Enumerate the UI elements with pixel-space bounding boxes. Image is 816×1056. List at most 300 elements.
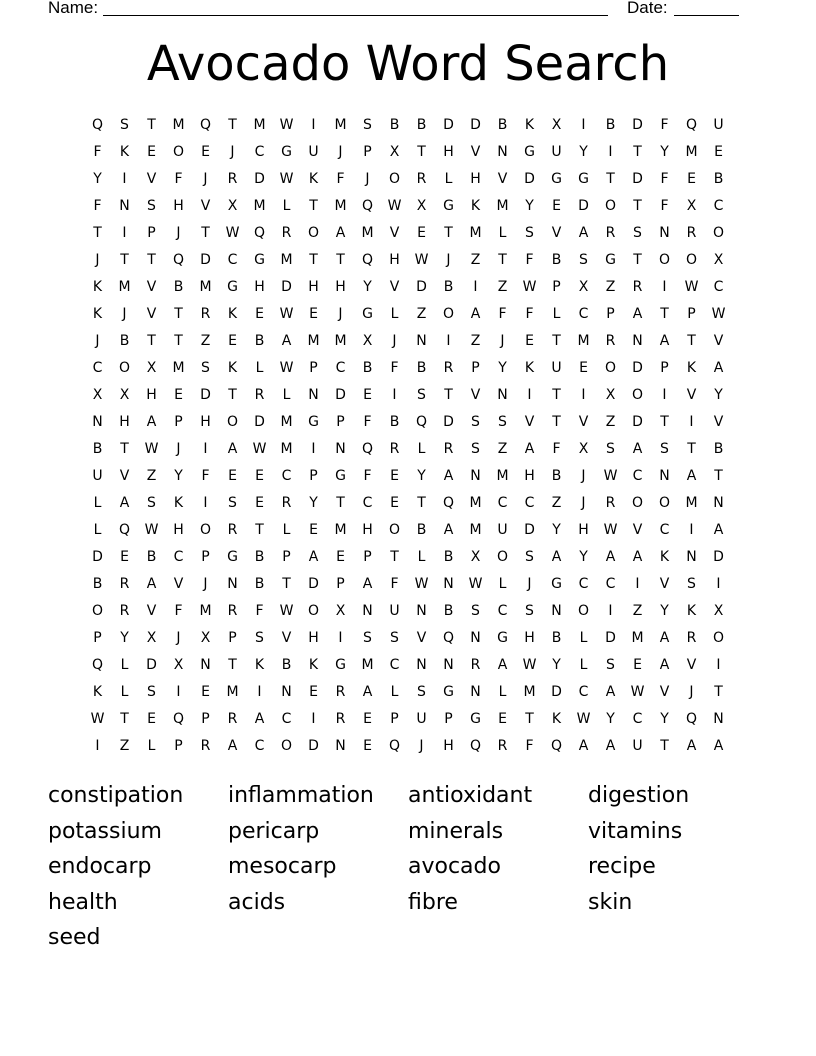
grid-letter[interactable]: D: [605, 630, 616, 646]
grid-letter[interactable]: T: [147, 252, 156, 268]
grid-letter[interactable]: B: [92, 441, 103, 457]
grid-letter[interactable]: L: [390, 684, 399, 700]
grid-letter[interactable]: D: [632, 414, 643, 430]
grid-letter[interactable]: U: [416, 711, 427, 727]
grid-letter[interactable]: O: [685, 252, 698, 268]
grid-letter[interactable]: Z: [470, 333, 481, 349]
grid-letter[interactable]: R: [119, 603, 130, 619]
grid-letter[interactable]: T: [120, 441, 129, 457]
grid-letter[interactable]: E: [552, 198, 561, 214]
grid-letter[interactable]: L: [579, 630, 588, 646]
grid-letter[interactable]: C: [632, 468, 643, 484]
grid-letter[interactable]: G: [443, 198, 454, 214]
grid-letter[interactable]: I: [311, 711, 316, 727]
grid-letter[interactable]: S: [147, 495, 156, 511]
grid-letter[interactable]: V: [200, 198, 211, 214]
grid-letter[interactable]: F: [93, 198, 102, 214]
grid-letter[interactable]: K: [254, 657, 265, 673]
grid-letter[interactable]: C: [92, 360, 103, 376]
grid-letter[interactable]: D: [254, 171, 265, 187]
grid-letter[interactable]: S: [471, 441, 480, 457]
grid-letter[interactable]: G: [497, 630, 508, 646]
grid-letter[interactable]: G: [578, 171, 589, 187]
grid-letter[interactable]: Q: [172, 711, 185, 727]
grid-letter[interactable]: L: [579, 657, 588, 673]
grid-letter[interactable]: Q: [415, 414, 428, 430]
grid-letter[interactable]: J: [581, 495, 586, 511]
grid-letter[interactable]: P: [552, 279, 561, 295]
grid-letter[interactable]: Q: [361, 252, 374, 268]
grid-letter[interactable]: T: [174, 333, 183, 349]
grid-letter[interactable]: L: [282, 198, 291, 214]
grid-letter[interactable]: A: [443, 522, 454, 538]
grid-letter[interactable]: E: [336, 549, 345, 565]
grid-letter[interactable]: V: [659, 684, 670, 700]
grid-letter[interactable]: R: [605, 225, 616, 241]
grid-letter[interactable]: T: [390, 549, 399, 565]
grid-letter[interactable]: M: [469, 225, 482, 241]
grid-letter[interactable]: A: [632, 441, 643, 457]
grid-letter[interactable]: J: [95, 333, 100, 349]
grid-letter[interactable]: K: [92, 684, 103, 700]
grid-letter[interactable]: L: [498, 225, 507, 241]
grid-letter[interactable]: X: [200, 630, 211, 646]
grid-letter[interactable]: S: [606, 441, 615, 457]
grid-letter[interactable]: X: [578, 279, 589, 295]
grid-letter[interactable]: A: [686, 738, 697, 754]
grid-letter[interactable]: Q: [685, 117, 698, 133]
grid-letter[interactable]: S: [471, 603, 480, 619]
grid-letter[interactable]: C: [254, 144, 265, 160]
grid-letter[interactable]: M: [172, 360, 185, 376]
grid-letter[interactable]: R: [227, 711, 238, 727]
grid-letter[interactable]: O: [631, 387, 644, 403]
grid-letter[interactable]: Q: [91, 657, 104, 673]
grid-letter[interactable]: E: [120, 549, 129, 565]
grid-letter[interactable]: T: [606, 171, 615, 187]
grid-letter[interactable]: I: [581, 117, 586, 133]
grid-letter[interactable]: E: [309, 684, 318, 700]
grid-letter[interactable]: F: [525, 738, 534, 754]
grid-letter[interactable]: T: [660, 738, 669, 754]
grid-letter[interactable]: O: [712, 630, 725, 646]
grid-letter[interactable]: H: [173, 522, 184, 538]
grid-letter[interactable]: J: [338, 144, 343, 160]
grid-letter[interactable]: N: [470, 468, 481, 484]
grid-letter[interactable]: N: [659, 468, 670, 484]
grid-letter[interactable]: V: [713, 333, 724, 349]
grid-letter[interactable]: E: [174, 387, 183, 403]
grid-letter[interactable]: X: [335, 603, 346, 619]
grid-letter[interactable]: H: [119, 414, 130, 430]
grid-letter[interactable]: M: [226, 684, 239, 700]
grid-letter[interactable]: U: [389, 603, 400, 619]
grid-letter[interactable]: Z: [146, 468, 157, 484]
grid-letter[interactable]: N: [335, 738, 346, 754]
grid-letter[interactable]: C: [227, 252, 238, 268]
grid-letter[interactable]: N: [443, 657, 454, 673]
grid-letter[interactable]: O: [577, 603, 590, 619]
grid-letter[interactable]: A: [281, 333, 292, 349]
grid-letter[interactable]: C: [713, 279, 724, 295]
grid-letter[interactable]: G: [443, 684, 454, 700]
grid-letter[interactable]: C: [578, 684, 589, 700]
grid-letter[interactable]: Q: [685, 711, 698, 727]
grid-letter[interactable]: A: [227, 738, 238, 754]
grid-letter[interactable]: L: [498, 576, 507, 592]
grid-letter[interactable]: X: [605, 387, 616, 403]
grid-letter[interactable]: T: [444, 225, 453, 241]
grid-letter[interactable]: Q: [118, 522, 131, 538]
grid-letter[interactable]: Z: [497, 279, 508, 295]
grid-letter[interactable]: M: [361, 657, 374, 673]
grid-letter[interactable]: S: [255, 630, 264, 646]
grid-letter[interactable]: C: [713, 198, 724, 214]
grid-letter[interactable]: H: [308, 630, 319, 646]
grid-letter[interactable]: E: [309, 306, 318, 322]
grid-letter[interactable]: K: [308, 171, 319, 187]
grid-letter[interactable]: J: [365, 171, 370, 187]
grid-letter[interactable]: R: [335, 684, 346, 700]
grid-letter[interactable]: P: [282, 549, 291, 565]
grid-letter[interactable]: W: [279, 360, 294, 376]
grid-letter[interactable]: K: [524, 360, 535, 376]
grid-letter[interactable]: C: [389, 657, 400, 673]
grid-letter[interactable]: C: [497, 495, 508, 511]
grid-letter[interactable]: J: [176, 441, 181, 457]
grid-letter[interactable]: N: [416, 333, 427, 349]
grid-letter[interactable]: G: [335, 468, 346, 484]
grid-letter[interactable]: V: [578, 414, 589, 430]
grid-letter[interactable]: T: [309, 252, 318, 268]
grid-letter[interactable]: U: [551, 144, 562, 160]
grid-letter[interactable]: E: [363, 738, 372, 754]
grid-letter[interactable]: J: [230, 144, 235, 160]
grid-letter[interactable]: V: [416, 630, 427, 646]
grid-letter[interactable]: V: [146, 171, 157, 187]
grid-letter[interactable]: W: [414, 576, 429, 592]
grid-letter[interactable]: T: [633, 252, 642, 268]
grid-letter[interactable]: L: [147, 738, 156, 754]
grid-letter[interactable]: P: [687, 306, 696, 322]
grid-letter[interactable]: K: [659, 549, 670, 565]
grid-letter[interactable]: S: [147, 684, 156, 700]
grid-letter[interactable]: N: [470, 630, 481, 646]
grid-letter[interactable]: T: [417, 495, 426, 511]
grid-letter[interactable]: J: [122, 306, 127, 322]
grid-letter[interactable]: I: [203, 441, 208, 457]
grid-letter[interactable]: D: [524, 171, 535, 187]
grid-letter[interactable]: A: [362, 576, 373, 592]
grid-letter[interactable]: T: [309, 198, 318, 214]
grid-letter[interactable]: G: [227, 279, 238, 295]
grid-letter[interactable]: M: [253, 117, 266, 133]
grid-letter[interactable]: M: [334, 522, 347, 538]
grid-letter[interactable]: K: [551, 711, 562, 727]
grid-letter[interactable]: E: [714, 144, 723, 160]
grid-letter[interactable]: N: [335, 441, 346, 457]
grid-letter[interactable]: A: [713, 522, 724, 538]
grid-letter[interactable]: B: [551, 630, 562, 646]
grid-letter[interactable]: U: [92, 468, 103, 484]
grid-letter[interactable]: E: [201, 684, 210, 700]
name-field-line[interactable]: [103, 15, 608, 16]
grid-letter[interactable]: T: [93, 225, 102, 241]
grid-letter[interactable]: W: [522, 279, 537, 295]
grid-letter[interactable]: E: [417, 225, 426, 241]
grid-letter[interactable]: D: [524, 522, 535, 538]
grid-letter[interactable]: R: [281, 495, 292, 511]
grid-letter[interactable]: A: [605, 549, 616, 565]
grid-letter[interactable]: X: [146, 360, 157, 376]
grid-letter[interactable]: T: [498, 252, 507, 268]
grid-letter[interactable]: N: [470, 684, 481, 700]
grid-letter[interactable]: C: [362, 495, 373, 511]
grid-letter[interactable]: Y: [417, 468, 426, 484]
grid-letter[interactable]: G: [335, 657, 346, 673]
grid-letter[interactable]: E: [255, 306, 264, 322]
grid-letter[interactable]: N: [416, 657, 427, 673]
grid-letter[interactable]: I: [689, 522, 694, 538]
grid-letter[interactable]: B: [254, 576, 265, 592]
grid-letter[interactable]: P: [336, 576, 345, 592]
grid-letter[interactable]: R: [470, 657, 481, 673]
grid-letter[interactable]: B: [416, 522, 427, 538]
grid-letter[interactable]: A: [524, 441, 535, 457]
grid-letter[interactable]: A: [659, 333, 670, 349]
grid-letter[interactable]: O: [604, 198, 617, 214]
grid-letter[interactable]: K: [524, 117, 535, 133]
grid-letter[interactable]: L: [282, 522, 291, 538]
grid-letter[interactable]: J: [338, 306, 343, 322]
grid-letter[interactable]: T: [336, 252, 345, 268]
grid-letter[interactable]: P: [201, 549, 210, 565]
grid-letter[interactable]: V: [686, 387, 697, 403]
grid-letter[interactable]: K: [119, 144, 130, 160]
grid-letter[interactable]: L: [93, 495, 102, 511]
grid-letter[interactable]: S: [390, 630, 399, 646]
grid-letter[interactable]: A: [146, 576, 157, 592]
grid-letter[interactable]: H: [362, 522, 373, 538]
grid-letter[interactable]: O: [91, 603, 104, 619]
grid-letter[interactable]: T: [552, 333, 561, 349]
grid-letter[interactable]: B: [713, 171, 724, 187]
grid-letter[interactable]: X: [119, 387, 130, 403]
grid-letter[interactable]: X: [551, 117, 562, 133]
grid-letter[interactable]: Q: [172, 252, 185, 268]
grid-letter[interactable]: Y: [660, 603, 669, 619]
grid-letter[interactable]: D: [308, 576, 319, 592]
grid-letter[interactable]: N: [443, 576, 454, 592]
grid-letter[interactable]: L: [93, 522, 102, 538]
grid-letter[interactable]: B: [713, 441, 724, 457]
grid-letter[interactable]: V: [659, 576, 670, 592]
grid-letter[interactable]: B: [173, 279, 184, 295]
grid-letter[interactable]: F: [174, 603, 183, 619]
grid-letter[interactable]: K: [470, 198, 481, 214]
grid-letter[interactable]: T: [228, 657, 237, 673]
grid-letter[interactable]: D: [632, 171, 643, 187]
grid-letter[interactable]: M: [577, 333, 590, 349]
grid-letter[interactable]: A: [362, 684, 373, 700]
grid-letter[interactable]: O: [604, 360, 617, 376]
grid-letter[interactable]: N: [551, 603, 562, 619]
grid-letter[interactable]: I: [716, 657, 721, 673]
grid-letter[interactable]: O: [388, 171, 401, 187]
grid-letter[interactable]: O: [307, 603, 320, 619]
grid-letter[interactable]: E: [147, 711, 156, 727]
grid-letter[interactable]: X: [713, 603, 724, 619]
grid-letter[interactable]: N: [713, 495, 724, 511]
grid-letter[interactable]: T: [228, 117, 237, 133]
grid-letter[interactable]: E: [201, 144, 210, 160]
grid-letter[interactable]: O: [658, 252, 671, 268]
grid-letter[interactable]: W: [711, 306, 726, 322]
grid-letter[interactable]: P: [228, 630, 237, 646]
grid-letter[interactable]: W: [279, 306, 294, 322]
grid-letter[interactable]: F: [174, 171, 183, 187]
grid-letter[interactable]: K: [227, 306, 238, 322]
grid-letter[interactable]: W: [468, 576, 483, 592]
grid-letter[interactable]: C: [173, 549, 184, 565]
grid-letter[interactable]: R: [227, 603, 238, 619]
grid-letter[interactable]: A: [578, 225, 589, 241]
grid-letter[interactable]: E: [390, 468, 399, 484]
grid-letter[interactable]: H: [443, 738, 454, 754]
grid-letter[interactable]: Q: [442, 630, 455, 646]
grid-letter[interactable]: P: [471, 360, 480, 376]
grid-letter[interactable]: A: [497, 657, 508, 673]
grid-letter[interactable]: T: [714, 468, 723, 484]
grid-letter[interactable]: L: [552, 306, 561, 322]
grid-letter[interactable]: I: [527, 387, 532, 403]
grid-letter[interactable]: B: [254, 333, 265, 349]
grid-letter[interactable]: W: [576, 711, 591, 727]
grid-letter[interactable]: W: [90, 711, 105, 727]
grid-letter[interactable]: K: [308, 657, 319, 673]
grid-letter[interactable]: N: [416, 603, 427, 619]
grid-letter[interactable]: T: [687, 441, 696, 457]
grid-letter[interactable]: R: [632, 279, 643, 295]
grid-letter[interactable]: T: [687, 333, 696, 349]
grid-letter[interactable]: X: [362, 333, 373, 349]
grid-letter[interactable]: U: [497, 522, 508, 538]
grid-letter[interactable]: T: [255, 522, 264, 538]
grid-letter[interactable]: Y: [606, 711, 615, 727]
grid-letter[interactable]: O: [631, 495, 644, 511]
grid-letter[interactable]: W: [225, 225, 240, 241]
grid-letter[interactable]: P: [336, 414, 345, 430]
grid-letter[interactable]: I: [338, 630, 343, 646]
grid-letter[interactable]: V: [686, 657, 697, 673]
grid-letter[interactable]: I: [716, 576, 721, 592]
grid-letter[interactable]: K: [686, 603, 697, 619]
grid-letter[interactable]: B: [416, 117, 427, 133]
grid-letter[interactable]: R: [281, 225, 292, 241]
grid-letter[interactable]: J: [527, 576, 532, 592]
grid-letter[interactable]: V: [173, 576, 184, 592]
grid-letter[interactable]: V: [470, 387, 481, 403]
grid-letter[interactable]: T: [660, 306, 669, 322]
grid-letter[interactable]: B: [551, 468, 562, 484]
grid-letter[interactable]: S: [120, 117, 129, 133]
grid-letter[interactable]: W: [630, 684, 645, 700]
grid-letter[interactable]: O: [658, 495, 671, 511]
grid-letter[interactable]: K: [686, 360, 697, 376]
grid-letter[interactable]: R: [416, 171, 427, 187]
grid-letter[interactable]: S: [687, 576, 696, 592]
grid-letter[interactable]: E: [255, 468, 264, 484]
grid-letter[interactable]: E: [309, 522, 318, 538]
grid-letter[interactable]: R: [119, 576, 130, 592]
grid-letter[interactable]: L: [444, 171, 453, 187]
grid-letter[interactable]: V: [389, 279, 400, 295]
grid-letter[interactable]: I: [662, 279, 667, 295]
grid-letter[interactable]: H: [524, 468, 535, 484]
grid-letter[interactable]: F: [390, 360, 399, 376]
grid-letter[interactable]: M: [334, 117, 347, 133]
grid-letter[interactable]: V: [119, 468, 130, 484]
grid-letter[interactable]: O: [199, 522, 212, 538]
grid-letter[interactable]: Y: [309, 495, 318, 511]
grid-letter[interactable]: T: [633, 198, 642, 214]
grid-letter[interactable]: R: [335, 711, 346, 727]
grid-letter[interactable]: U: [551, 360, 562, 376]
grid-letter[interactable]: F: [660, 198, 669, 214]
grid-letter[interactable]: H: [578, 522, 589, 538]
grid-letter[interactable]: Y: [93, 171, 102, 187]
grid-letter[interactable]: A: [578, 738, 589, 754]
grid-letter[interactable]: R: [605, 333, 616, 349]
grid-letter[interactable]: F: [363, 468, 372, 484]
grid-letter[interactable]: J: [392, 333, 397, 349]
grid-letter[interactable]: V: [281, 630, 292, 646]
grid-letter[interactable]: P: [309, 360, 318, 376]
grid-letter[interactable]: O: [172, 144, 185, 160]
grid-letter[interactable]: C: [632, 711, 643, 727]
grid-letter[interactable]: T: [552, 414, 561, 430]
grid-letter[interactable]: V: [551, 225, 562, 241]
grid-letter[interactable]: X: [470, 549, 481, 565]
grid-letter[interactable]: Y: [714, 387, 723, 403]
grid-letter[interactable]: L: [417, 441, 426, 457]
grid-letter[interactable]: S: [417, 684, 426, 700]
grid-letter[interactable]: R: [389, 441, 400, 457]
grid-letter[interactable]: E: [147, 144, 156, 160]
grid-letter[interactable]: H: [524, 630, 535, 646]
grid-letter[interactable]: O: [118, 360, 131, 376]
grid-letter[interactable]: P: [309, 468, 318, 484]
grid-letter[interactable]: X: [227, 198, 238, 214]
grid-letter[interactable]: P: [93, 630, 102, 646]
grid-letter[interactable]: J: [176, 630, 181, 646]
grid-letter[interactable]: S: [525, 603, 534, 619]
grid-letter[interactable]: D: [335, 387, 346, 403]
grid-letter[interactable]: Y: [579, 144, 588, 160]
grid-letter[interactable]: O: [280, 738, 293, 754]
grid-letter[interactable]: G: [281, 144, 292, 160]
grid-letter[interactable]: T: [147, 333, 156, 349]
grid-letter[interactable]: Y: [174, 468, 183, 484]
grid-letter[interactable]: V: [146, 306, 157, 322]
grid-letter[interactable]: W: [414, 252, 429, 268]
grid-letter[interactable]: S: [417, 387, 426, 403]
grid-letter[interactable]: X: [578, 441, 589, 457]
grid-letter[interactable]: R: [227, 171, 238, 187]
grid-letter[interactable]: W: [603, 468, 618, 484]
grid-letter[interactable]: D: [254, 414, 265, 430]
grid-letter[interactable]: I: [311, 441, 316, 457]
